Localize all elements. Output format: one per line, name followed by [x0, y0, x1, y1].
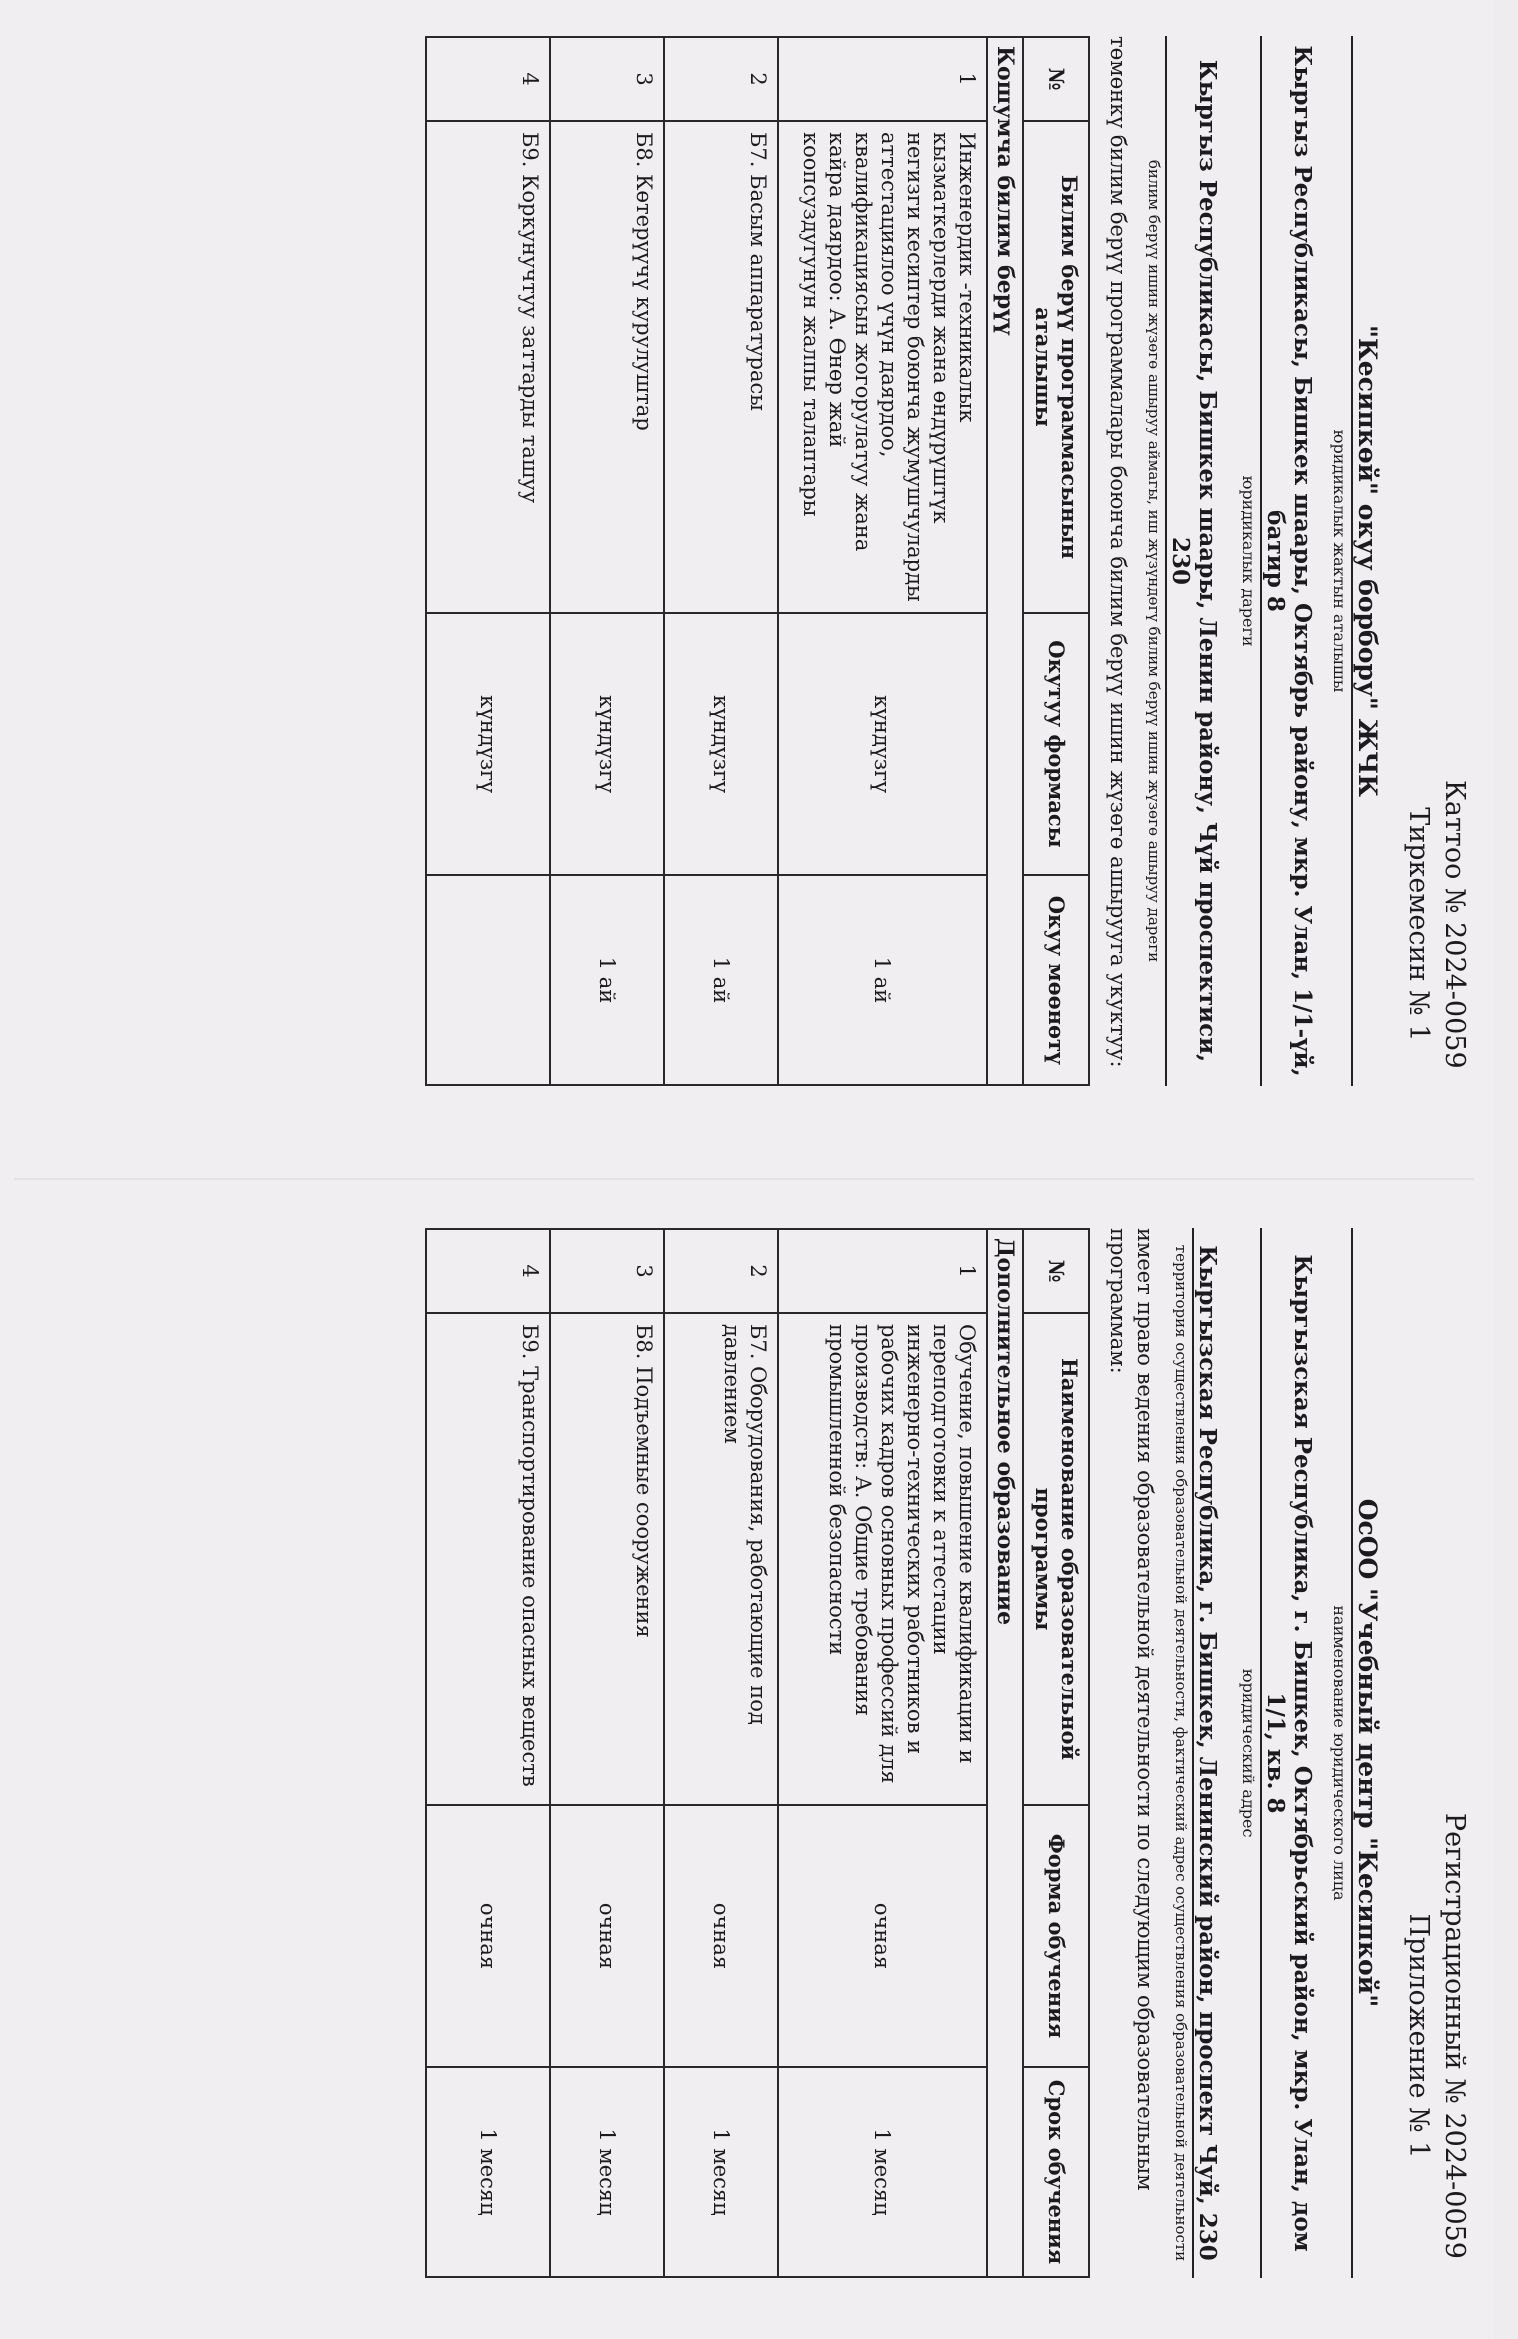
column-header-program: Билим берүү программасынын аталышы: [1023, 121, 1089, 613]
ru-appendix-number: Приложение № 1: [1403, 1913, 1434, 2159]
kaz-appendix-number: Тиркемесин № 1: [1403, 807, 1434, 1042]
study-term: 1 ай: [664, 875, 778, 1085]
table-row: [664, 37, 778, 1085]
kaz-legal-address-caption: юридикалык дареги: [1239, 36, 1262, 1086]
ru-program-table: [425, 1228, 1090, 2278]
ru-activity-address-caption: территория осуществления образовательной деятельности, фактический адрес осуществления образовательной деятельности: [1172, 1228, 1194, 2278]
program-name: Б8. Подъемные сооружения: [550, 1313, 664, 1805]
program-name: Б7. Басым аппаратурасы: [664, 121, 778, 613]
row-number: 4: [426, 37, 550, 121]
page-fold: [14, 1178, 1474, 1180]
row-number: 4: [426, 1229, 550, 1313]
table-row: [664, 1229, 778, 2277]
column-header-term: Срок обучения: [1023, 2067, 1089, 2277]
kaz-legal-address: Кыргыз Республикасы, Бишкек шаары, Октябрь району, мкр. Улан, 1/1-үй, батир 8: [1262, 45, 1316, 1077]
table-row: [778, 37, 987, 1085]
study-term: 1 месяц: [778, 2067, 987, 2277]
ru-activity-address: Кыргызская Республика, г. Бишкек, Ленинский район, проспект Чуй, 230: [1194, 1245, 1221, 2261]
kaz-registration-number: Каттоо № 2024-0059: [1439, 780, 1470, 1069]
row-number: 3: [550, 37, 664, 121]
table-header-row: [1023, 1229, 1089, 2277]
kaz-activity-address: Кыргыз Республикасы, Бишкек шаары, Ленин району, Чүй проспектиси, 230: [1167, 59, 1221, 1063]
program-name: Б9. Транспортирование опасных веществ: [426, 1313, 550, 1805]
study-form: күндүзгү: [550, 613, 664, 875]
column-header-number: №: [1023, 37, 1089, 121]
program-name: Б7. Оборудования, работающие под давлением: [664, 1313, 778, 1805]
section-row: [987, 1229, 1023, 2277]
russian-section: [425, 1228, 1382, 2278]
study-term: 1 месяц: [426, 2067, 550, 2277]
study-term: 1 месяц: [550, 2067, 664, 2277]
study-form: очная: [778, 1805, 987, 2067]
table-row: [426, 1229, 550, 2277]
table-row: [550, 37, 664, 1085]
program-name: Инженердик -техникалык кызматкерлерди жана өндүрүштүк негизги кесиптер боюнча жумушчуларды аттестациялоо үчүн даярдоо, квалификациясын жогорулатуу жана кайра даярдоо: А. Өнөр жай коопсуздугунун жалпы талаптары: [778, 121, 987, 613]
section-row: [987, 37, 1023, 1085]
study-form: очная: [664, 1805, 778, 2067]
row-number: 1: [778, 1229, 987, 1313]
kaz-org-name: "Кесипкөй" окуу борбору" ЖЧК: [1353, 325, 1382, 797]
row-number: 1: [778, 37, 987, 121]
study-term: 1 ай: [550, 875, 664, 1085]
study-term: 1 месяц: [664, 2067, 778, 2277]
column-header-number: №: [1023, 1229, 1089, 1313]
program-name: Б8. Көтерүүчү курулуштар: [550, 121, 664, 613]
row-number: 2: [664, 1229, 778, 1313]
kaz-program-table: [425, 36, 1090, 1086]
table-row: [550, 1229, 664, 2277]
table-row: [426, 37, 550, 1085]
kyrgyz-section: [425, 36, 1382, 1086]
kaz-org-name-caption: юридикалык жактын аталышы: [1330, 36, 1353, 1086]
study-form: очная: [550, 1805, 664, 2067]
study-form: очная: [426, 1805, 550, 2067]
study-form: күндүзгү: [778, 613, 987, 875]
row-number: 3: [550, 1229, 664, 1313]
program-name: Б9. Коркунучтуу заттарды ташуу: [426, 121, 550, 613]
study-term: 1 ай: [778, 875, 987, 1085]
table-row: [778, 1229, 987, 2277]
ru-legal-address: Кыргызская Республика, г. Бишкек, Октябрьский район, мкр. Улан, дом 1/1, кв. 8: [1262, 1254, 1316, 2252]
study-term: [426, 875, 550, 1085]
column-header-form: Форма обучения: [1023, 1805, 1089, 2067]
column-header-form: Окутуу формасы: [1023, 613, 1089, 875]
program-name: Обучение, повышение квалификации и переподготовки к аттестации инженерно-технических работников и рабочих кадров основных профессий для производств: А. Общие требования промышленной безопасности: [778, 1313, 987, 1805]
kaz-header: [1400, 780, 1472, 1069]
ru-intro: имеет право ведения образовательной деятельности по следующим образовательным программам:: [1106, 1228, 1157, 2191]
kaz-activity-address-caption: билим берүү ишин жүзөгө ашыруу аймагы, иш жүзүндөгү билим берүү ишин жүзөгө ашыруу дареги: [1145, 36, 1167, 1086]
column-header-program: Наименование образовательной программы: [1023, 1313, 1089, 1805]
column-header-term: Окуу мөөнөтү: [1023, 875, 1089, 1085]
row-number: 2: [664, 37, 778, 121]
study-form: күндүзгү: [426, 613, 550, 875]
ru-org-name-caption: наименование юридического лица: [1330, 1228, 1353, 2278]
ru-org-name: ОсОО "Учебный центр "Кесипкой": [1353, 1498, 1382, 2008]
kaz-intro: төмөнкү билим берүү программалары боюнча билим берүү ишин жүзөгө ашырууга укуктуу:: [1106, 36, 1130, 1068]
ru-header: [1400, 1813, 1472, 2259]
section-title: Кошумча билим берүү: [987, 37, 1023, 1085]
ru-legal-address-caption: юридический адрес: [1239, 1228, 1262, 2278]
ru-registration-number: Регистрационный № 2024-0059: [1439, 1812, 1470, 2259]
table-header-row: [1023, 37, 1089, 1085]
section-title: Дополнительное образование: [987, 1229, 1023, 2277]
study-form: күндүзгү: [664, 613, 778, 875]
